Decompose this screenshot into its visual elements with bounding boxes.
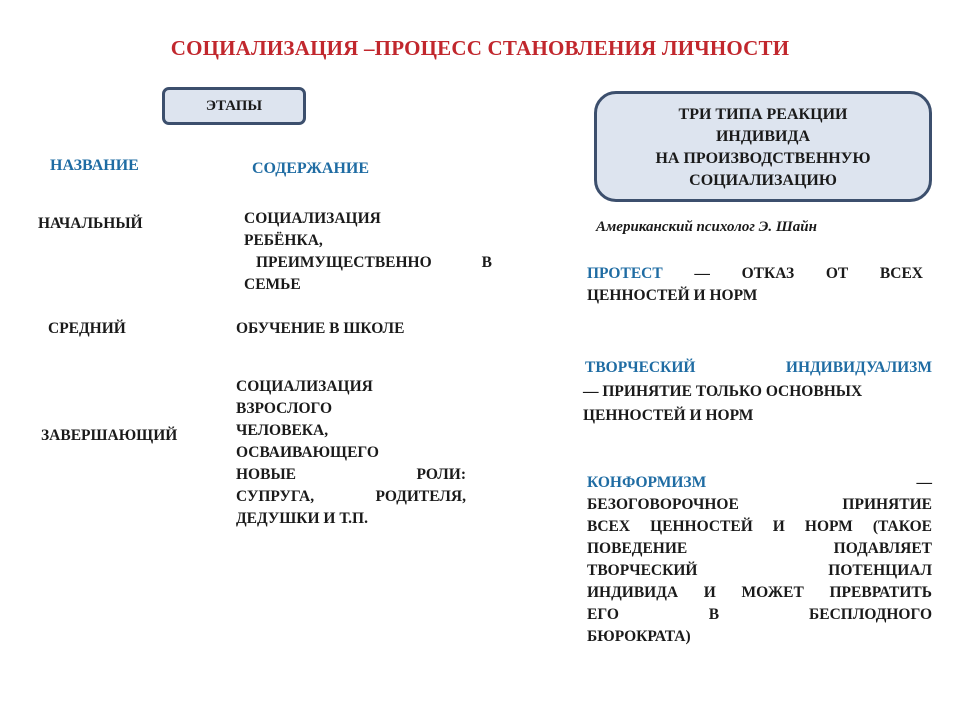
reaction-line: ВСЕХ ЦЕННОСТЕЙ И НОРМ (ТАКОЕ <box>587 518 932 535</box>
types-box-line: ИНДИВИДА <box>715 128 811 145</box>
types-box-line: ТРИ ТИПА РЕАКЦИИ <box>678 106 848 123</box>
content-line: ПРЕИМУЩЕСТВЕННО В <box>256 254 492 271</box>
content-line: СЕМЬЕ <box>244 276 301 293</box>
reaction-dash: — <box>916 474 932 491</box>
reaction-line: ЦЕННОСТЕЙ И НОРМ <box>587 287 758 304</box>
reaction-types-box <box>594 91 932 202</box>
content-line: ДЕДУШКИ И Т.П. <box>236 510 368 527</box>
reaction-line: ТВОРЧЕСКИЙ ПОТЕНЦИАЛ <box>587 562 932 579</box>
reaction-conformism <box>587 472 932 648</box>
reaction-first-line <box>587 263 923 285</box>
reaction-desc: — ПРИНЯТИЕ ТОЛЬКО ОСНОВНЫХ <box>583 383 863 400</box>
reaction-first-line <box>587 472 932 494</box>
stage-content-middle: ОБУЧЕНИЕ В ШКОЛЕ <box>236 320 405 337</box>
reaction-line: ПОВЕДЕНИЕ ПОДАВЛЯЕТ <box>587 540 932 557</box>
author-note: Американский психолог Э. Шайн <box>596 219 817 235</box>
types-box-line: НА ПРОИЗВОДСТВЕННУЮ <box>655 150 871 167</box>
content-line: СОЦИАЛИЗАЦИЯ <box>244 210 381 227</box>
stage-name-final: ЗАВЕРШАЮЩИЙ <box>41 427 178 444</box>
reaction-line: ЕГО В БЕСПЛОДНОГО <box>587 606 932 623</box>
stage-name-middle: СРЕДНИЙ <box>48 320 126 337</box>
types-box-line: СОЦИАЛИЗАЦИЮ <box>689 172 837 189</box>
content-line: РЕБЁНКА, <box>244 232 323 249</box>
stage-name-initial: НАЧАЛЬНЫЙ <box>38 215 143 232</box>
reaction-desc: — ОТКАЗ ОТ ВСЕХ <box>694 265 923 282</box>
column-header-name: НАЗВАНИЕ <box>50 157 139 174</box>
reaction-creative-individualism <box>583 357 932 427</box>
stage-content-initial <box>244 208 492 296</box>
reaction-term: КОНФОРМИЗМ <box>587 474 707 491</box>
stages-box: ЭТАПЫ <box>162 87 306 125</box>
reaction-line: БЮРОКРАТА) <box>587 628 691 645</box>
content-line: СОЦИАЛИЗАЦИЯ <box>236 378 373 395</box>
reaction-term: ПРОТЕСТ <box>587 265 663 282</box>
reaction-line: БЕЗОГОВОРОЧНОЕ ПРИНЯТИЕ <box>587 496 932 513</box>
reaction-line: ЦЕННОСТЕЙ И НОРМ <box>583 407 754 424</box>
column-header-content: СОДЕРЖАНИЕ <box>252 160 370 177</box>
content-line: СУПРУГА, РОДИТЕЛЯ, <box>236 488 466 505</box>
content-line: ВЗРОСЛОГО <box>236 400 333 417</box>
reaction-term: ТВОРЧЕСКИЙ ИНДИВИДУАЛИЗМ <box>585 359 932 376</box>
content-line: ЧЕЛОВЕКА, <box>236 422 329 439</box>
content-line: ОСВАИВАЮЩЕГО <box>236 444 379 461</box>
reaction-protest <box>587 263 923 307</box>
page-title: СОЦИАЛИЗАЦИЯ –ПРОЦЕСС СТАНОВЛЕНИЯ ЛИЧНОСТИ <box>170 36 790 60</box>
content-line: НОВЫЕ РОЛИ: <box>236 466 466 483</box>
stage-content-final <box>236 376 466 530</box>
reaction-line: ИНДИВИДА И МОЖЕТ ПРЕВРАТИТЬ <box>587 584 932 601</box>
